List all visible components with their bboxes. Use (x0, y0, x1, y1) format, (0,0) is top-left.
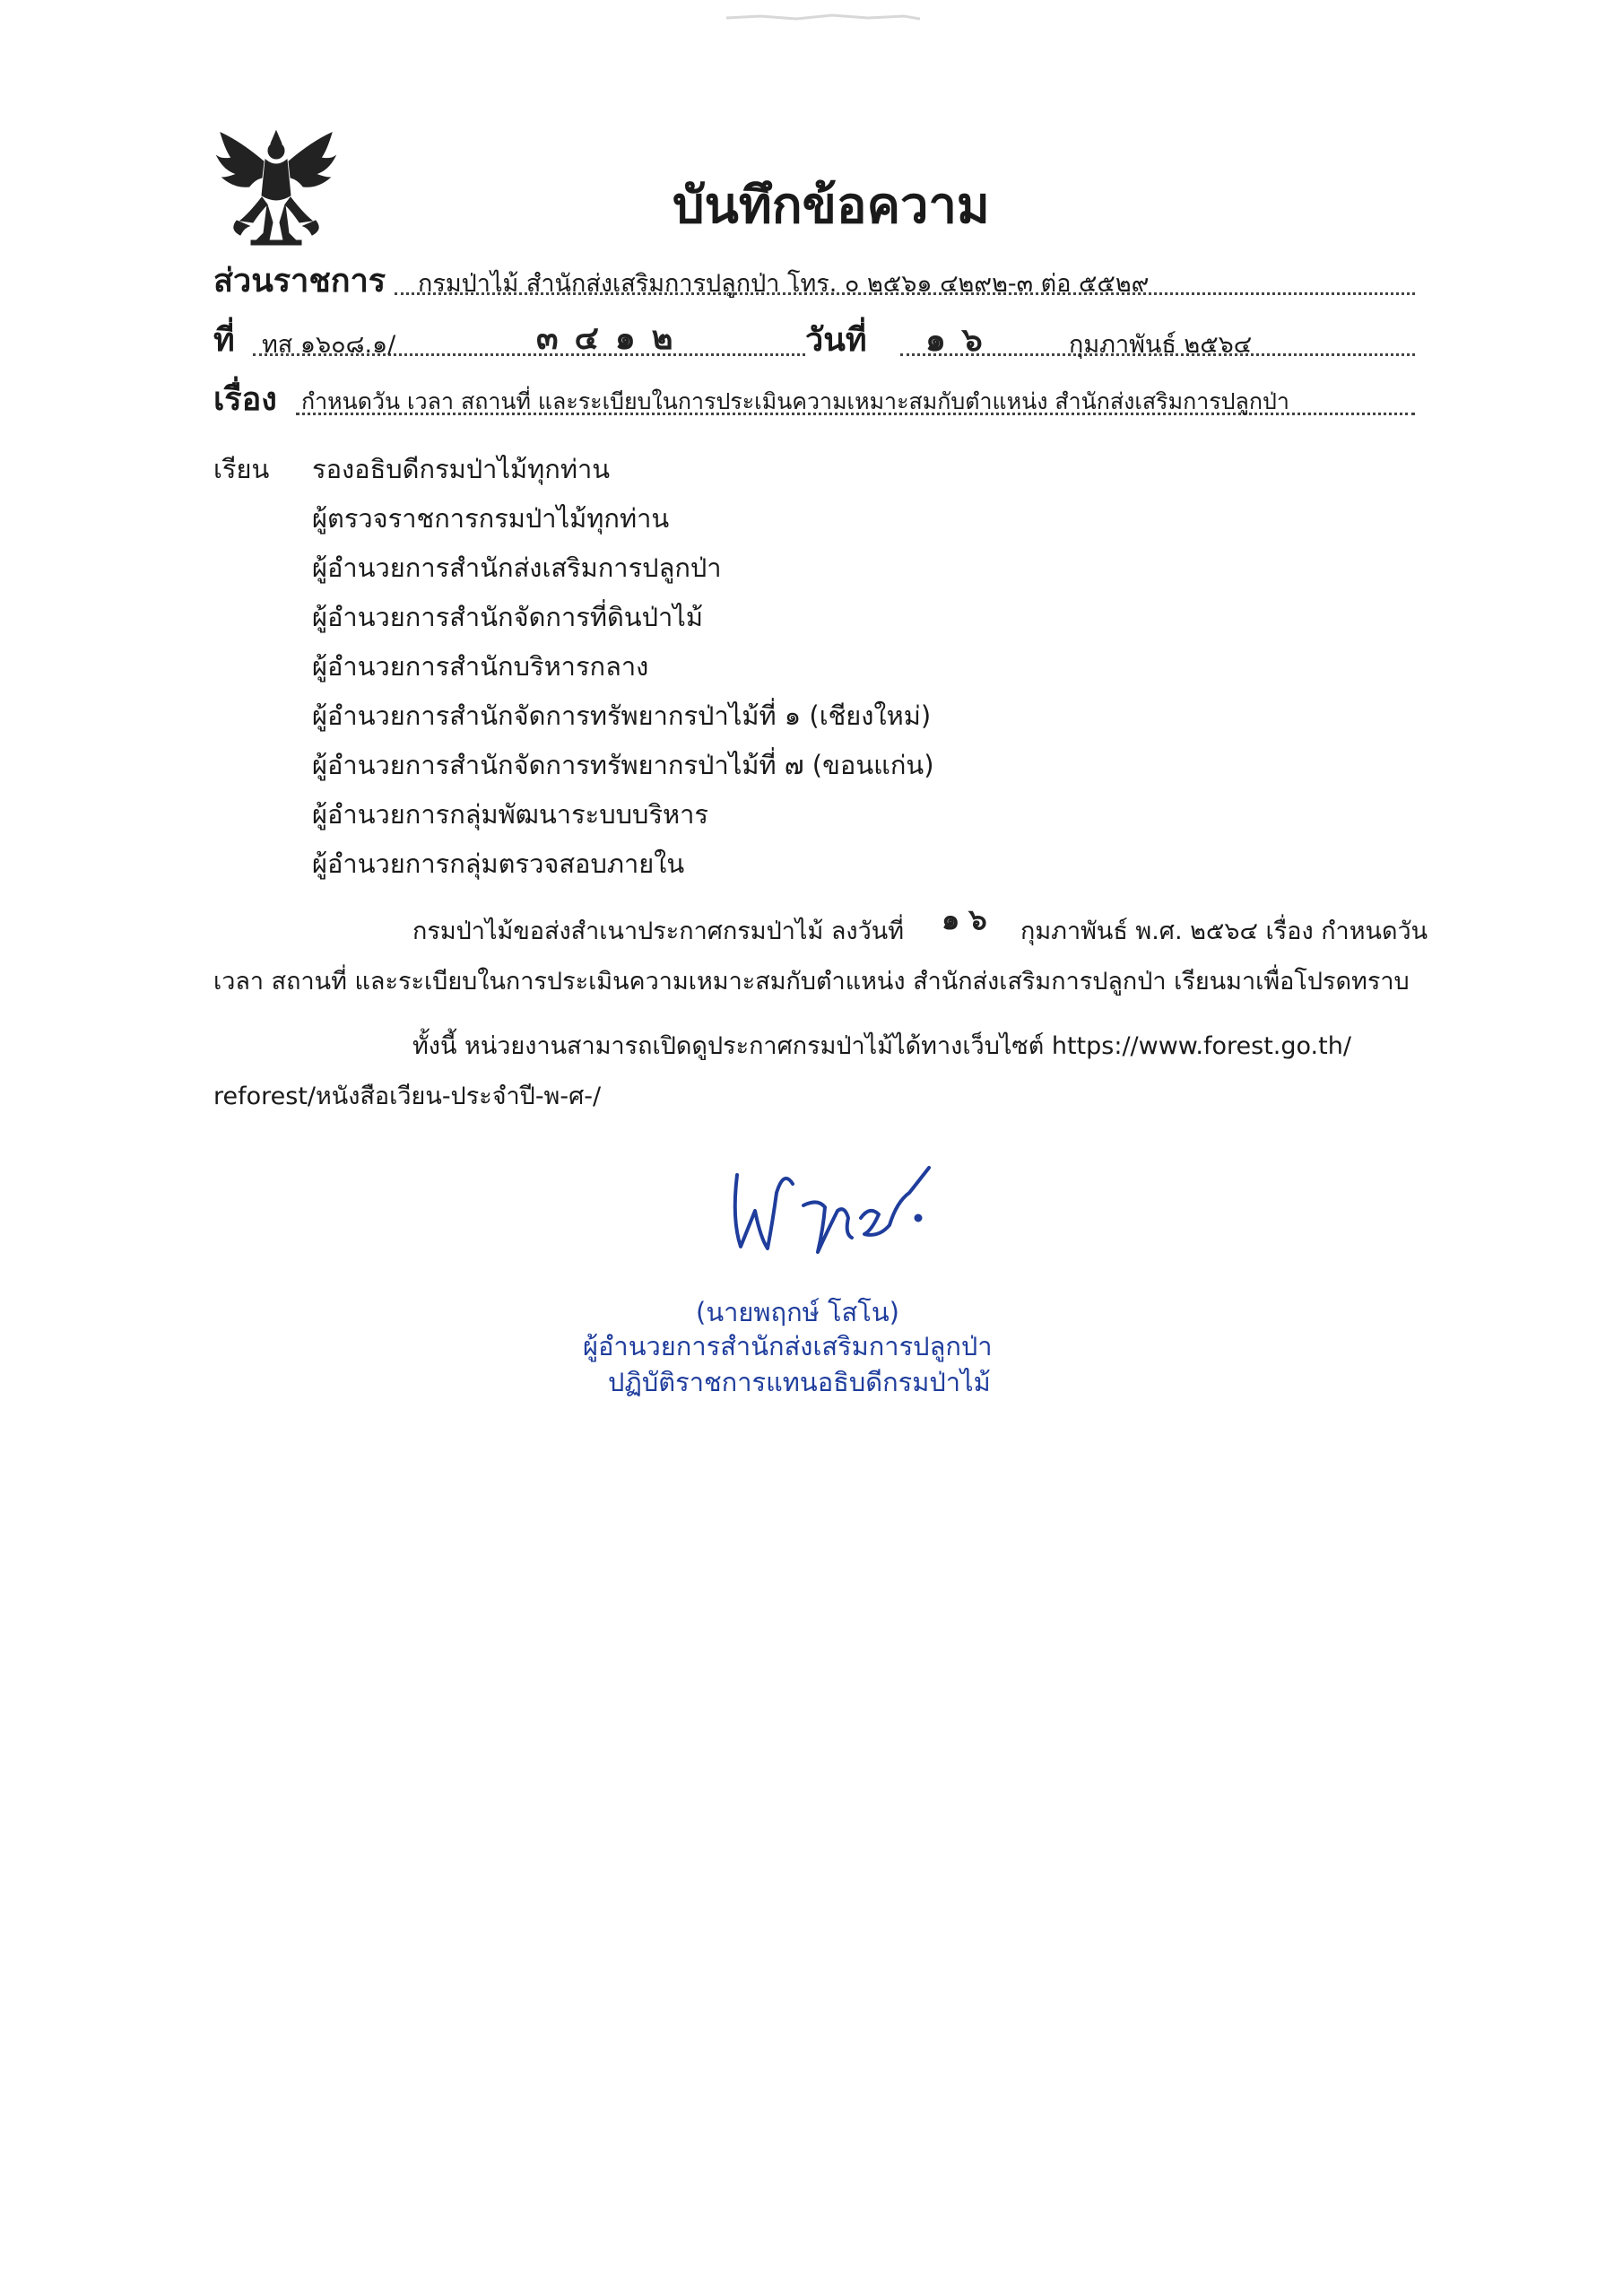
recipient-item: รองอธิบดีกรมป่าไม้ทุกท่าน (312, 454, 611, 484)
subject-label: เรื่อง (213, 381, 277, 418)
agency-value: กรมป่าไม้ สำนักส่งเสริมการปลูกป่า โทร. ๐ ๒๕๖๑ ๔๒๙๒-๓ ต่อ ๕๕๒๙ (418, 270, 1150, 298)
body-handwritten-day: ๑๖ (942, 902, 996, 936)
recipient-item: ผู้ตรวจราชการกรมป่าไม้ทุกท่าน (312, 503, 670, 534)
ref-number-handwritten: ๓๔๑๒ (536, 320, 690, 357)
ref-value: ทส ๑๖๐๘.๑/ (262, 331, 396, 359)
date-month-year: กุมภาพันธ์ ๒๕๖๔ (1069, 331, 1253, 359)
recipient-item: ผู้อำนวยการสำนักจัดการทรัพยากรป่าไม้ที่ ๗ (ขอนแก่น) (312, 750, 934, 780)
date-day-handwritten: ๑๖ (925, 322, 999, 359)
recipient-item: ผู้อำนวยการสำนักส่งเสริมการปลูกป่า (312, 552, 722, 583)
date-label: วันที่ (805, 322, 867, 359)
recipient-item: ผู้อำนวยการสำนักจัดการทรัพยากรป่าไม้ที่ ๑ (เชียงใหม่) (312, 700, 932, 731)
recipient-item: ผู้อำนวยการสำนักจัดการที่ดินป่าไม้ (312, 602, 703, 632)
subject-value: กำหนดวัน เวลา สถานที่ และระเบียบในการประเมินความเหมาะสมกับตำแหน่ง สำนักส่งเสริมการปลูกป่า (301, 388, 1289, 414)
signer-position: ผู้อำนวยการสำนักส่งเสริมการปลูกป่า (583, 1331, 993, 1361)
signer-acting-position: ปฏิบัติราชการแทนอธิบดีกรมป่าไม้ (608, 1367, 991, 1397)
body-para2-line1: ทั้งนี้ หน่วยงานสามารถเปิดดูประกาศกรมป่าไม้ได้ทางเว็บไซต์ https://www.forest.go.th/ (412, 1032, 1351, 1060)
body-para1-line1-a: กรมป่าไม้ขอส่งสำเนาประกาศกรมป่าไม้ ลงวันที่ (412, 918, 904, 945)
body-para1-line1-b: กุมภาพันธ์ พ.ศ. ๒๕๖๔ เรื่อง กำหนดวัน (1020, 918, 1428, 945)
recipient-item: ผู้อำนวยการกลุ่มพัฒนาระบบบริหาร (312, 799, 709, 830)
recipient-item: ผู้อำนวยการสำนักบริหารกลาง (312, 651, 649, 682)
body-para1-line2: เวลา สถานที่ และระเบียบในการประเมินความเหมาะสมกับตำแหน่ง สำนักส่งเสริมการปลูกป่า เรียนมาเพื่อโปรดทราบ (213, 968, 1410, 996)
recipient-item: ผู้อำนวยการกลุ่มตรวจสอบภายใน (312, 848, 685, 879)
document-title: บันทึกข้อความ (673, 177, 990, 235)
signer-name: (นายพฤกษ์ โสโน) (696, 1297, 899, 1327)
body-para2-line2: reforest/หนังสือเวียน-ประจำปี-พ-ศ-/ (213, 1083, 602, 1110)
salutation-label: เรียน (213, 454, 270, 484)
ref-label: ที่ (213, 322, 235, 359)
handwritten-signature (717, 1148, 950, 1274)
scan-artifact (725, 11, 922, 23)
garuda-emblem-icon (213, 115, 339, 249)
agency-label: ส่วนราชการ (213, 263, 386, 300)
